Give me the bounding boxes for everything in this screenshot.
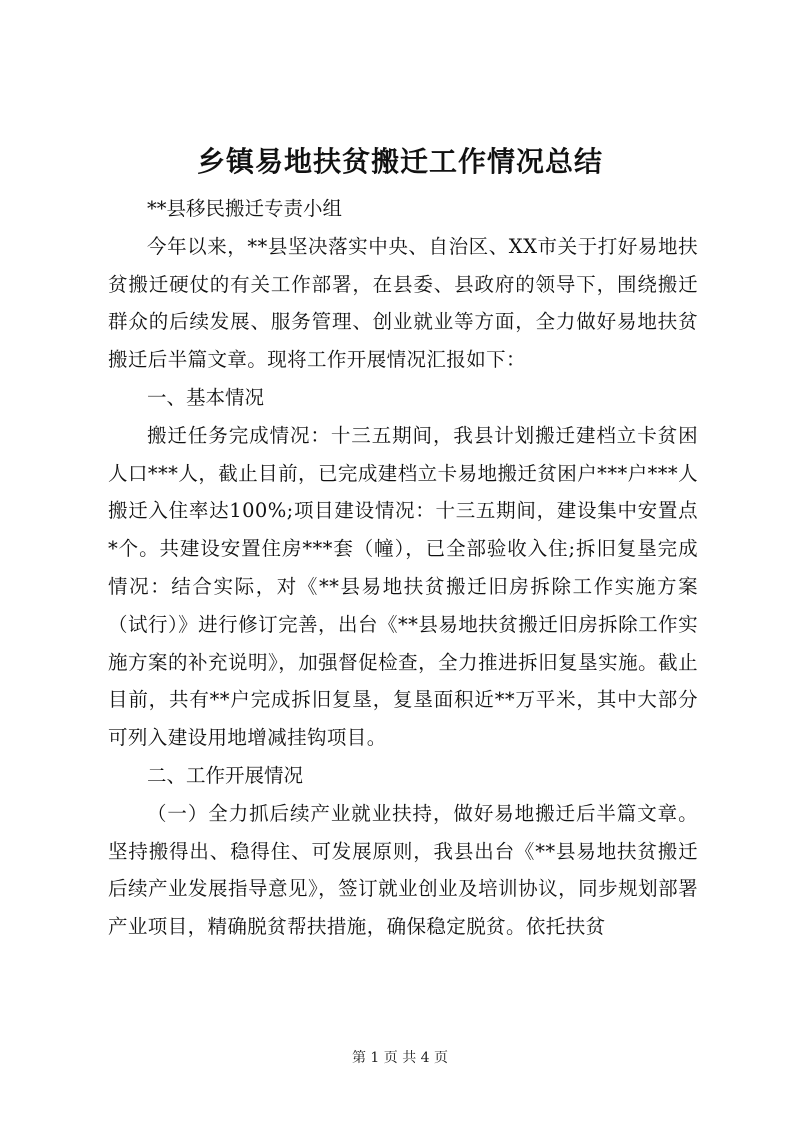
work-situation-paragraph: （一）全力抓后续产业就业扶持，做好易地搬迁后半篇文章。坚持搬得出、稳得住、可发展原则，我县出台《**县易地扶贫搬迁后续产业发展指导意见》，签订就业创业及培训协议，同步规划部署产业项目，精确脱贫帮扶措施，确保稳定脱贫。依托扶贫 [108, 801, 698, 939]
basic-situation-paragraph: 搬迁任务完成情况：十三五期间，我县计划搬迁建档立卡贫困人口***人，截止目前，已完成建档立卡易地搬迁贫困户***户***人搬迁入住率达100%;项目建设情况：十三五期间，建设集中安置点*个。共建设安置住房***套（幢），已全部验收入住;拆旧复垦完成情况：结合实际，对《**县易地扶贫搬迁旧房拆除工作实施方案（试行）》进行修订完善，出台《**县易地扶贫搬迁旧房拆除工作实施方案的补充说明》，加强督促检查，全力推进拆旧复垦实施。截止目前，共有**户完成拆旧复垦，复垦面积近**万平米，其中大部分可列入建设用地增减挂钩项目。 [108, 423, 698, 750]
intro-paragraph: 今年以来，**县坚决落实中央、自治区、XX市关于打好易地扶贫搬迁硬仗的有关工作部署，在县委、县政府的领导下，围绕搬迁群众的后续发展、服务管理、创业就业等方面，全力做好易地扶贫搬迁后半篇文章。现将工作开展情况汇报如下： [108, 234, 698, 372]
document-body [108, 190, 698, 946]
document-title: 乡镇易地扶贫搬迁工作情况总结 [196, 145, 603, 178]
page-number-footer: 第 1 页 共 4 页 [351, 1050, 449, 1066]
author-line: **县移民搬迁专责小组 [147, 197, 343, 220]
section-heading-basic: 一、基本情况 [147, 385, 265, 409]
section-heading-work: 二、工作开展情况 [147, 763, 304, 787]
